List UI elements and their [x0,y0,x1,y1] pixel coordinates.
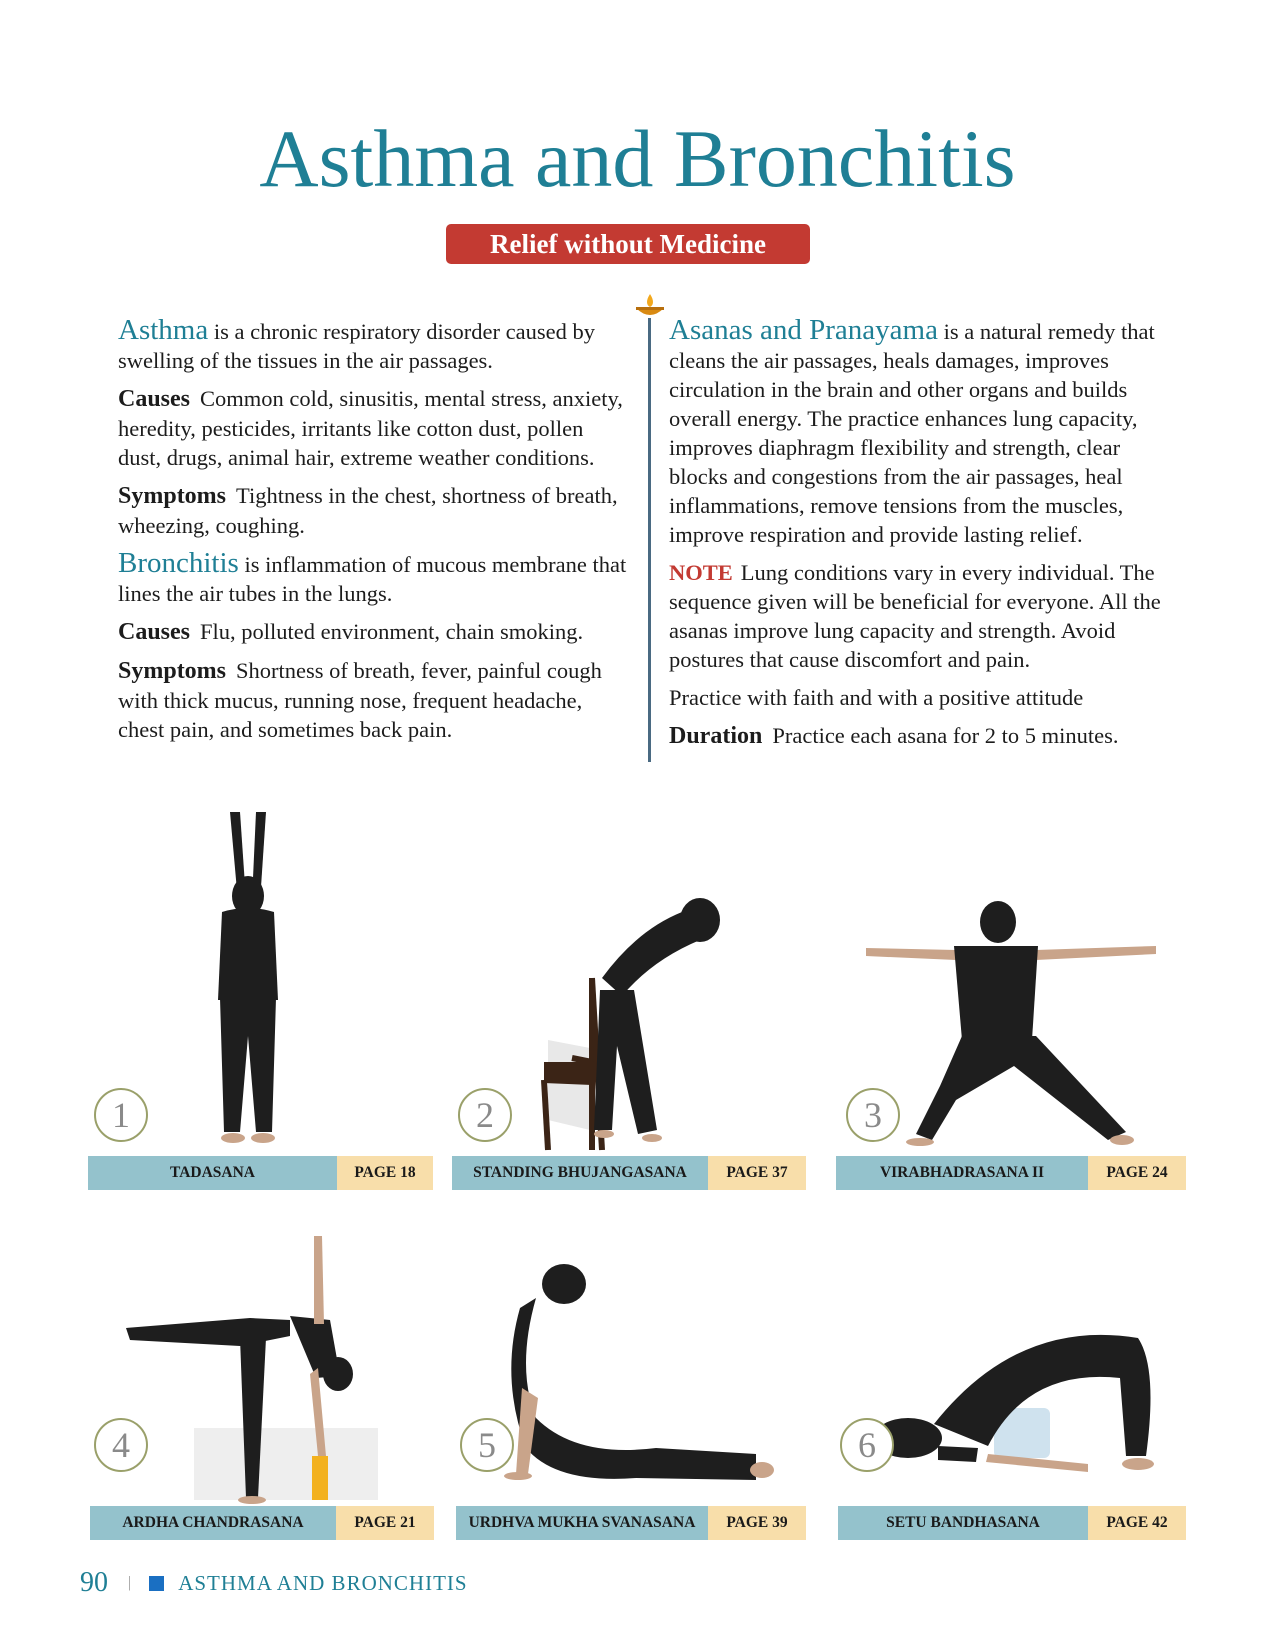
note-paragraph [669,558,1169,674]
note-label: NOTE [669,560,733,585]
pose-page-3: PAGE 24 [1088,1156,1186,1190]
pose-number-2: 2 [458,1088,512,1142]
asthma-causes-text: Common cold, sinusitis, mental stress, anxiety, heredity, pesticides, irritants like cotton dust, pollen dust, drugs, animal hair, extreme weather conditions. [118,386,623,470]
pose-name-5: URDHVA MUKHA SVANASANA [456,1506,708,1540]
footer-separator: | [128,1574,132,1591]
page-number: 90 [80,1567,108,1598]
pose-name-4: ARDHA CHANDRASANA [90,1506,336,1540]
bronchitis-definition: is inflammation of mucous membrane that lines the air tubes in the lungs. [118,552,627,606]
duration-paragraph [669,721,1169,751]
duration-text: Practice each asana for 2 to 5 minutes. [772,723,1119,748]
column-divider [648,318,651,762]
pose-page-2: PAGE 37 [708,1156,806,1190]
pose-card-2 [452,800,806,1190]
subtitle-badge: Relief without Medicine [446,224,810,264]
practice-paragraph: Practice with faith and with a positive attitude [669,685,1084,710]
section-square-icon [149,1576,164,1591]
diya-lamp-icon [632,292,668,322]
pose-number-3: 3 [846,1088,900,1142]
section-title: ASTHMA AND BRONCHITIS [178,1570,468,1595]
symptoms-label: Symptoms [118,658,227,684]
bronchitis-symptoms-text: Shortness of breath, fever, painful cough with thick mucus, running nose, frequent headache, chest pain, and sometimes back pain. [118,658,602,742]
pose-number-5: 5 [460,1418,514,1472]
pose-label-3 [836,1156,1186,1190]
asthma-definition: is a chronic respiratory disorder caused by swelling of the tissues in the air passages. [118,319,595,373]
pose-label-6 [838,1506,1186,1540]
causes-label: Causes [118,619,191,645]
symptoms-label: Symptoms [118,483,227,509]
pose-card-6 [838,1228,1186,1540]
remedy-paragraph [669,316,1169,549]
causes-label: Causes [118,386,191,412]
pose-page-5: PAGE 39 [708,1506,806,1540]
pose-card-4 [90,1228,434,1540]
pose-name-1: TADASANA [88,1156,337,1190]
asthma-causes-paragraph [118,384,628,472]
pose-label-2 [452,1156,806,1190]
ardha-chandrasana-figure [90,1228,434,1540]
page-footer [80,1566,468,1600]
pose-name-6: SETU BANDHASANA [838,1506,1088,1540]
urdhva-mukha-svanasana-figure [456,1228,806,1540]
bronchitis-term: Bronchitis [118,547,239,579]
asthma-term: Asthma [118,314,209,346]
asthma-symptoms-paragraph [118,481,628,540]
pose-card-1 [88,800,433,1190]
page-title: Asthma and Bronchitis [259,113,1016,204]
duration-label: Duration [669,723,763,749]
pose-label-1 [88,1156,433,1190]
pose-page-4: PAGE 21 [336,1506,434,1540]
asthma-paragraph [118,316,628,375]
right-column [669,316,1169,760]
pose-number-6: 6 [840,1418,894,1472]
pose-label-4 [90,1506,434,1540]
pose-page-1: PAGE 18 [337,1156,433,1190]
pose-name-2: STANDING BHUJANGASANA [452,1156,708,1190]
pose-page-6: PAGE 42 [1088,1506,1186,1540]
bronchitis-paragraph [118,549,628,608]
bronchitis-causes-paragraph [118,617,628,647]
note-text: Lung conditions vary in every individual. The sequence given will be beneficial for everyone. All the asanas improve lung capacity and strength. Avoid postures that cause discomfort and pain. [669,560,1161,672]
asanas-pranayama-term: Asanas and Pranayama [669,314,938,346]
pose-name-3: VIRABHADRASANA II [836,1156,1088,1190]
asthma-symptoms-text: Tightness in the chest, shortness of breath, wheezing, coughing. [118,483,618,538]
bronchitis-symptoms-paragraph [118,656,628,744]
remedy-text: is a natural remedy that cleans the air passages, heals damages, improves circulation in the brain and other organs and builds overall energy. The practice enhances lung capacity, improves diaphragm flexibility and strength, clear blocks and congestions from the air passages, heal inflammations, remove tensions from the muscles, improve respiration and provide lasting relief. [669,319,1155,547]
pose-card-3 [836,800,1186,1190]
left-column [118,316,628,753]
bronchitis-causes-text: Flu, polluted environment, chain smoking. [200,619,584,644]
setu-bandhasana-figure [838,1228,1186,1540]
pose-number-1: 1 [94,1088,148,1142]
pose-card-5 [456,1228,806,1540]
pose-label-5 [456,1506,806,1540]
pose-number-4: 4 [94,1418,148,1472]
